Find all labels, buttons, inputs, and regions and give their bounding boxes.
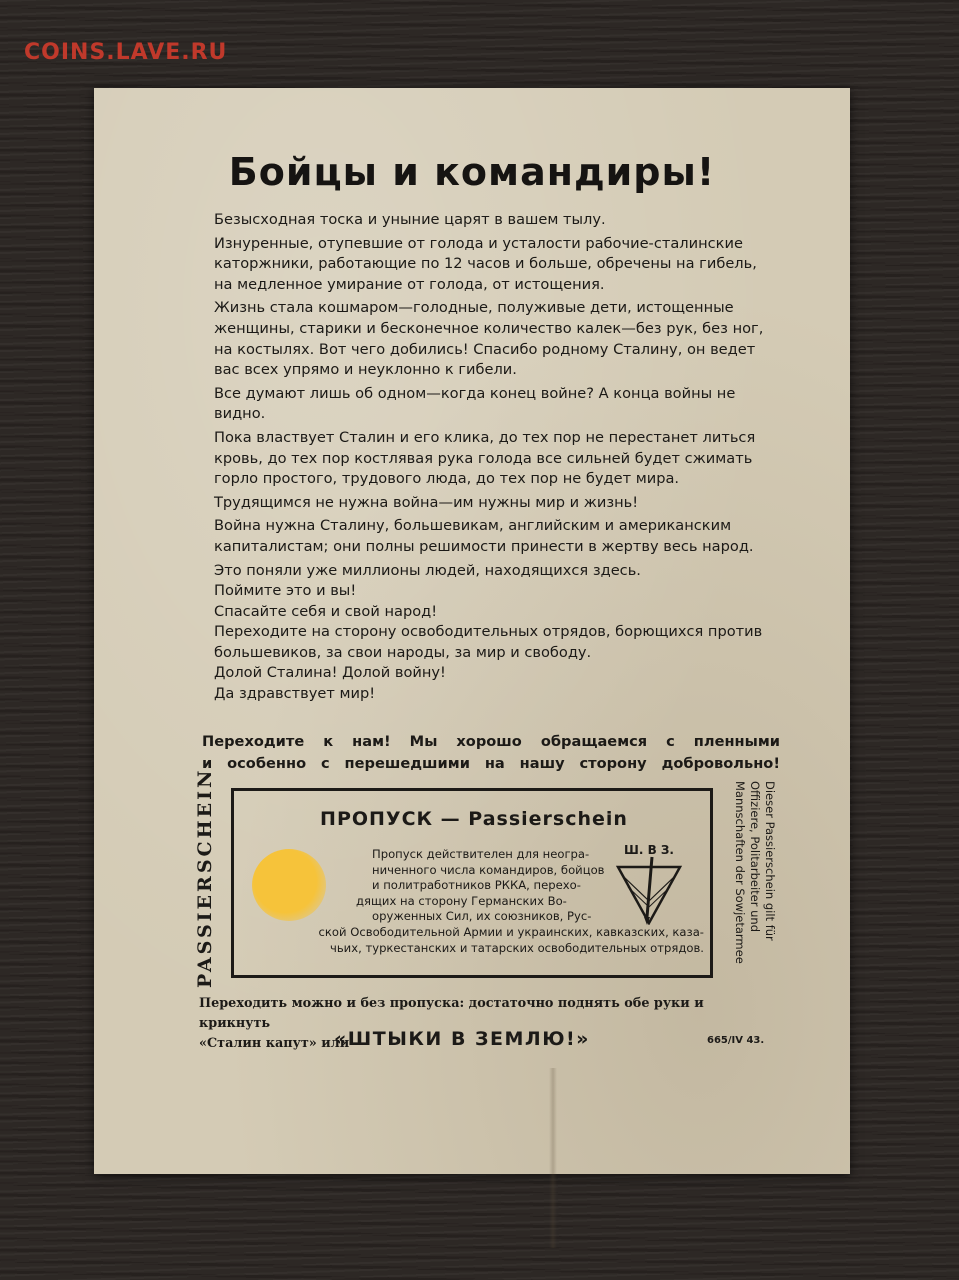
slogan: «ШТЫКИ В ЗЕМЛЮ!» <box>334 1028 590 1050</box>
paragraph: Война нужна Сталину, большевикам, английским и американским капиталистам; они полны решимости принести в жертву весь народ. <box>214 517 754 555</box>
footer-note-line: «Сталин капут» или <box>199 1036 350 1051</box>
emblem-label: Ш. В З. <box>624 843 674 857</box>
emblem <box>614 843 684 925</box>
appeal-line: Переходите к нам! Мы хорошо обращаемся с пленными <box>202 733 780 750</box>
pass-line: ниченного числа командиров, бойцов <box>372 862 605 877</box>
bayonet-emblem-icon <box>614 843 684 925</box>
paragraph: Да здравствует мир! <box>214 685 376 703</box>
paper-fold <box>549 1068 557 1248</box>
pass-line: чьих, туркестанских и татарских освободительных отрядов. <box>330 940 704 955</box>
leaflet-title: Бойцы и командиры! <box>228 150 716 194</box>
paragraph: Трудящимся не нужна война—им нужны мир и жизнь! <box>214 493 639 511</box>
paragraph: Все думают лишь об одном—когда конец войне? А конца войны не видно. <box>214 384 736 423</box>
passierschein-side-label: PASSIERSCHEIN <box>194 767 216 988</box>
pass-line: Пропуск действителен для неогра- <box>372 847 590 861</box>
leaflet-body <box>214 210 774 705</box>
pass-box <box>231 788 713 978</box>
appeal-line: и особенно с перешедшими на нашу сторону добровольно! <box>202 755 780 772</box>
paragraph: Это поняли уже миллионы людей, находящихся здесь. <box>214 561 641 579</box>
footer-note-line: Переходить можно и без пропуска: достаточно поднять обе руки и крикнуть <box>199 996 704 1031</box>
pass-line: ской Освободительной Армии и украинских, кавказских, каза- <box>318 924 704 939</box>
paragraph: Изнуренные, отупевшие от голода и усталости рабочие-сталинские каторжники, работающие по 12 часов и больше, обречены на гибель, на медленное умирание от голода, от истощения. <box>214 234 757 293</box>
watermark: COINS.LAVE.RU <box>24 40 228 65</box>
leaflet-page <box>94 88 850 1174</box>
paragraph: Переходите на сторону освободительных отрядов, борющихся против большевиков, за свои народы, за мир и свободу. <box>214 623 763 661</box>
appeal-block <box>202 731 780 775</box>
paragraph: Поймите это и вы! <box>214 582 357 600</box>
paragraph: Долой Сталина! Долой войну! <box>214 664 446 682</box>
print-code: 665/IV 43. <box>707 1035 765 1046</box>
paragraph: Безысходная тоска и уныние царят в вашем тылу. <box>214 211 606 228</box>
paragraph: Спасайте себя и свой народ! <box>214 602 438 620</box>
pass-line: дящих на сторону Германских Во- <box>356 893 567 908</box>
pass-line: оруженных Сил, их союзников, Рус- <box>372 909 592 924</box>
pass-line: и политработников РККА, перехо- <box>372 878 581 893</box>
passierschein-german-note: Dieser Passierschein gilt für Offiziere, Politarbeiter und Mannschaften der Sowjetarmee <box>733 781 777 964</box>
pass-title: ПРОПУСК — Passierschein <box>320 808 628 830</box>
paragraph: Пока властвует Сталин и его клика, до тех пор не перестанет литься кровь, до тех пор костлявая рука голода все сильней будет сжимать горло простого, трудового люда, до тех пор не будет мира. <box>214 428 756 488</box>
paragraph: Жизнь стала кошмаром—голодные, полуживые дети, истощенные женщины, старики и бесконечное количество калек—без рук, без ног, на костылях. Вот чего добились! Спасибо родному Сталину, он ведет вас всех упрямо и неуклонно к гибели. <box>214 299 764 379</box>
